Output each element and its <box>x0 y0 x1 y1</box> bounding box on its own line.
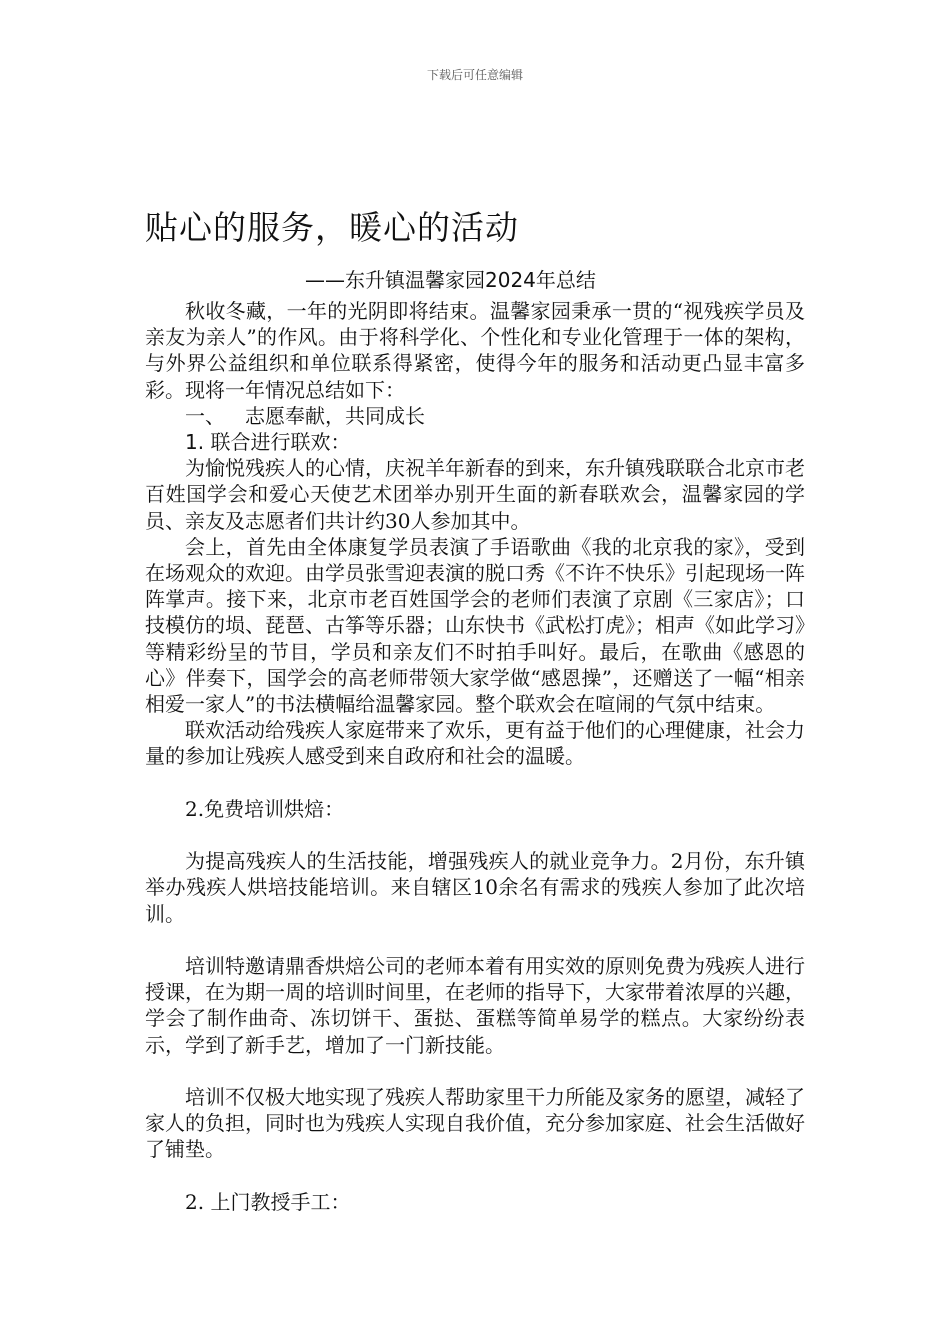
section-heading-1 <box>145 403 805 429</box>
header-note: 下载后可任意编辑 <box>426 68 523 82</box>
paragraph-2: 会上，首先由全体康复学员表演了手语歌曲《我的北京我的家》，受到在场观众的欢迎。由学员张雪迎表演的脱口秀《不许不快乐》引起现场一阵阵掌声。接下来，北京市老百姓国学会的老师们表演了京剧《三家店》；口技模仿的埙、琵琶、古筝等乐器；山东快书《武松打虎》；相声《如此学习》等精彩纷呈的节目，学员和亲友们不时拍手叫好。最后，在歌曲《感恩的心》伴奏下，国学会的高老师带领大家学做“感恩操”，还赠送了一幅“相亲相爱一家人”的书法横幅给温馨家园。整个联欢会在喧闹的气氛中结束。 <box>145 534 805 717</box>
intro-paragraph: 秋收冬藏，一年的光阴即将结束。温馨家园秉承一贯的“视残疾学员及亲友为亲人”的作风。由于将科学化、个性化和专业化管理于一体的架构，与外界公益组织和单位联系得紧密，使得今年的服务和活动更凸显丰富多彩。现将一年情况总结如下： <box>145 299 805 402</box>
paragraph-5: 培训特邀请鼎香烘焙公司的老师本着有用实效的原则免费为残疾人进行授课，在为期一周的培训时间里，在老师的指导下，大家带着浓厚的兴趣，学会了制作曲奇、冻切饼干、蛋挞、蛋糕等简单易学的糕点。大家纷纷表示，学到了新手艺，增加了一门新技能。 <box>145 954 805 1057</box>
section-title: 志愿奉献，共同成长 <box>245 403 425 428</box>
item-heading-3: 2. 上门教授手工： <box>185 1189 351 1214</box>
document-body <box>145 298 805 1215</box>
document-subtitle: ——东升镇温馨家园2024年总结 <box>305 268 596 292</box>
paragraph-1: 为愉悦残疾人的心情，庆祝羊年新春的到来，东升镇残联联合北京市老百姓国学会和爱心天使艺术团举办别开生面的新春联欢会，温馨家园的学员、亲友及志愿者们共计约30人参加其中。 <box>145 456 805 533</box>
section-number: 一、 <box>185 403 225 428</box>
item-heading-2: 2.免费培训烘焙： <box>185 796 345 821</box>
paragraph-3: 联欢活动给残疾人家庭带来了欢乐，更有益于他们的心理健康，社会力量的参加让残疾人感受到来自政府和社会的温暖。 <box>145 718 805 769</box>
item-heading-1: 1. 联合进行联欢： <box>185 430 351 455</box>
paragraph-6: 培训不仅极大地实现了残疾人帮助家里干力所能及家务的愿望，减轻了家人的负担，同时也为残疾人实现自我价值，充分参加家庭、社会生活做好了铺垫。 <box>145 1085 805 1162</box>
paragraph-4: 为提高残疾人的生活技能，增强残疾人的就业竞争力。2月份，东升镇举办残疾人烘培技能培训。来自辖区10余名有需求的残疾人参加了此次培训。 <box>145 849 805 926</box>
document-title: 贴心的服务，暖心的活动 <box>145 208 519 247</box>
